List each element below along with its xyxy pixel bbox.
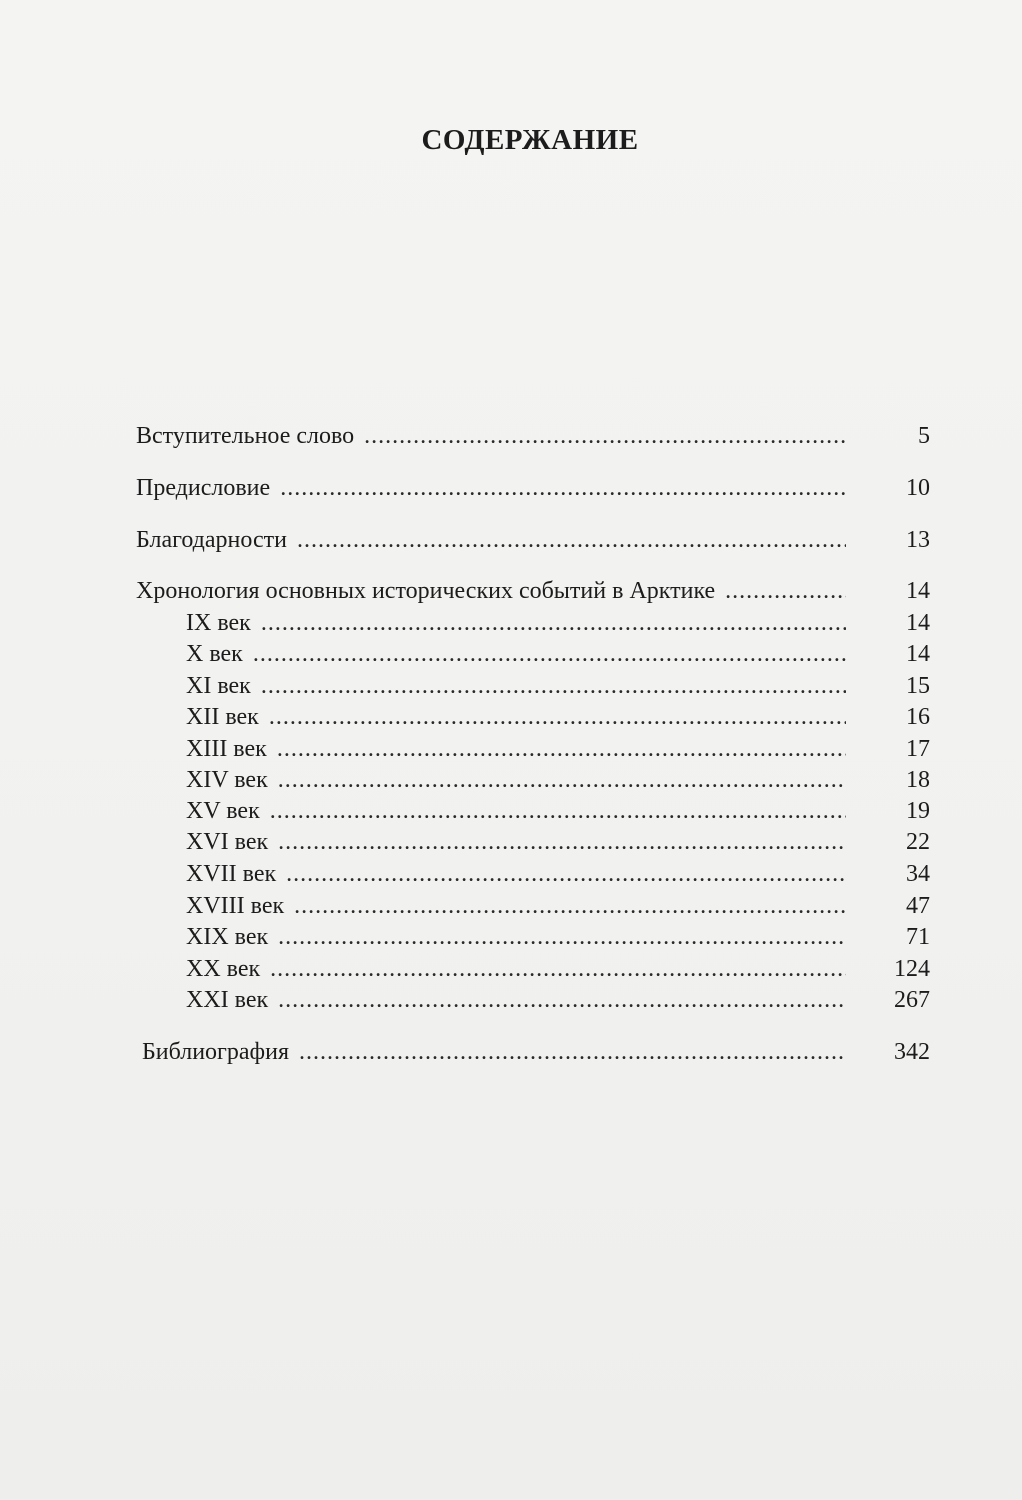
dot-leader — [294, 890, 846, 922]
toc-subentry-page-number: 47 — [906, 893, 930, 919]
dot-leader — [261, 670, 846, 702]
toc-subentry-page-number: 16 — [906, 704, 930, 730]
toc-subentry-label: XV век — [186, 798, 260, 824]
toc-entry-label: Хронология основных исторических событий в Арктике — [136, 578, 716, 604]
toc-subentry-label: XVI век — [186, 829, 269, 855]
toc-subentry-label: XII век — [186, 704, 259, 730]
toc-subentry-page-number: 22 — [906, 829, 930, 855]
dot-leader — [297, 524, 846, 556]
toc-subentry-page-number: 19 — [906, 798, 930, 824]
toc-subentry-century — [186, 921, 856, 953]
toc-subentry-century — [186, 733, 856, 765]
toc-subentry-label: XVIII век — [186, 893, 285, 919]
toc-subentry-page-number: 14 — [906, 610, 930, 636]
dot-leader — [286, 858, 846, 890]
toc-subentry-century — [186, 984, 856, 1016]
toc-subentry-century — [186, 638, 856, 670]
toc-subentry-label: XIV век — [186, 767, 268, 793]
page-title: СОДЕРЖАНИЕ — [421, 124, 639, 156]
toc-subentry-century — [186, 607, 856, 639]
toc-subentry-century — [186, 795, 856, 827]
toc-subentry-page-number: 18 — [906, 767, 930, 793]
toc-entry-preface — [136, 472, 856, 504]
toc-subentry-label: IX век — [186, 610, 251, 636]
dot-leader — [269, 701, 846, 733]
toc-entry-introductory-word — [136, 420, 856, 452]
toc-entry-page-number: 14 — [906, 578, 930, 604]
toc-entry-page-number: 342 — [894, 1039, 930, 1065]
toc-subentry-page-number: 124 — [894, 956, 930, 982]
dot-leader — [280, 472, 846, 504]
toc-entry-label: Предисловие — [136, 475, 271, 501]
toc-entry-page-number: 5 — [918, 423, 930, 449]
toc-subentry-century — [186, 701, 856, 733]
toc-subentry-century — [186, 890, 856, 922]
toc-subentry-label: XVII век — [186, 861, 277, 887]
toc-entry-label: Благодарности — [136, 527, 287, 553]
toc-entry-label: Вступительное слово — [136, 423, 355, 449]
toc-subentry-label: XIII век — [186, 736, 267, 762]
toc-subentry-century — [186, 858, 856, 890]
toc-entry-label: Библиография — [142, 1039, 289, 1065]
toc-subentry-century — [186, 764, 856, 796]
toc-subentry-century — [186, 670, 856, 702]
toc-subentry-label: XX век — [186, 956, 261, 982]
dot-leader — [278, 764, 846, 796]
toc-subentry-label: XIX век — [186, 924, 269, 950]
dot-leader — [299, 1036, 846, 1068]
toc-subentry-century — [186, 826, 856, 858]
dot-leader — [253, 638, 846, 670]
toc-subentry-page-number: 71 — [906, 924, 930, 950]
toc-subentry-page-number: 15 — [906, 673, 930, 699]
dot-leader — [278, 921, 846, 953]
toc-subentry-century — [186, 953, 856, 985]
dot-leader — [261, 607, 846, 639]
toc-subentry-label: XI век — [186, 673, 251, 699]
toc-subentry-page-number: 14 — [906, 641, 930, 667]
toc-entry-bibliography — [142, 1036, 856, 1068]
toc-subentry-page-number: 34 — [906, 861, 930, 887]
dot-leader — [270, 953, 846, 985]
dot-leader — [270, 795, 846, 827]
dot-leader — [364, 420, 846, 452]
toc-subentry-page-number: 267 — [894, 987, 930, 1013]
dot-leader — [278, 826, 846, 858]
dot-leader — [278, 984, 846, 1016]
toc-entry-acknowledgements — [136, 524, 856, 556]
dot-leader — [277, 733, 846, 765]
toc-subentry-label: X век — [186, 641, 243, 667]
dot-leader — [725, 575, 846, 607]
toc-entry-page-number: 10 — [906, 475, 930, 501]
toc-entry-page-number: 13 — [906, 527, 930, 553]
toc-subentry-page-number: 17 — [906, 736, 930, 762]
toc-entry-chronology — [136, 575, 856, 607]
toc-subentry-label: XXI век — [186, 987, 269, 1013]
